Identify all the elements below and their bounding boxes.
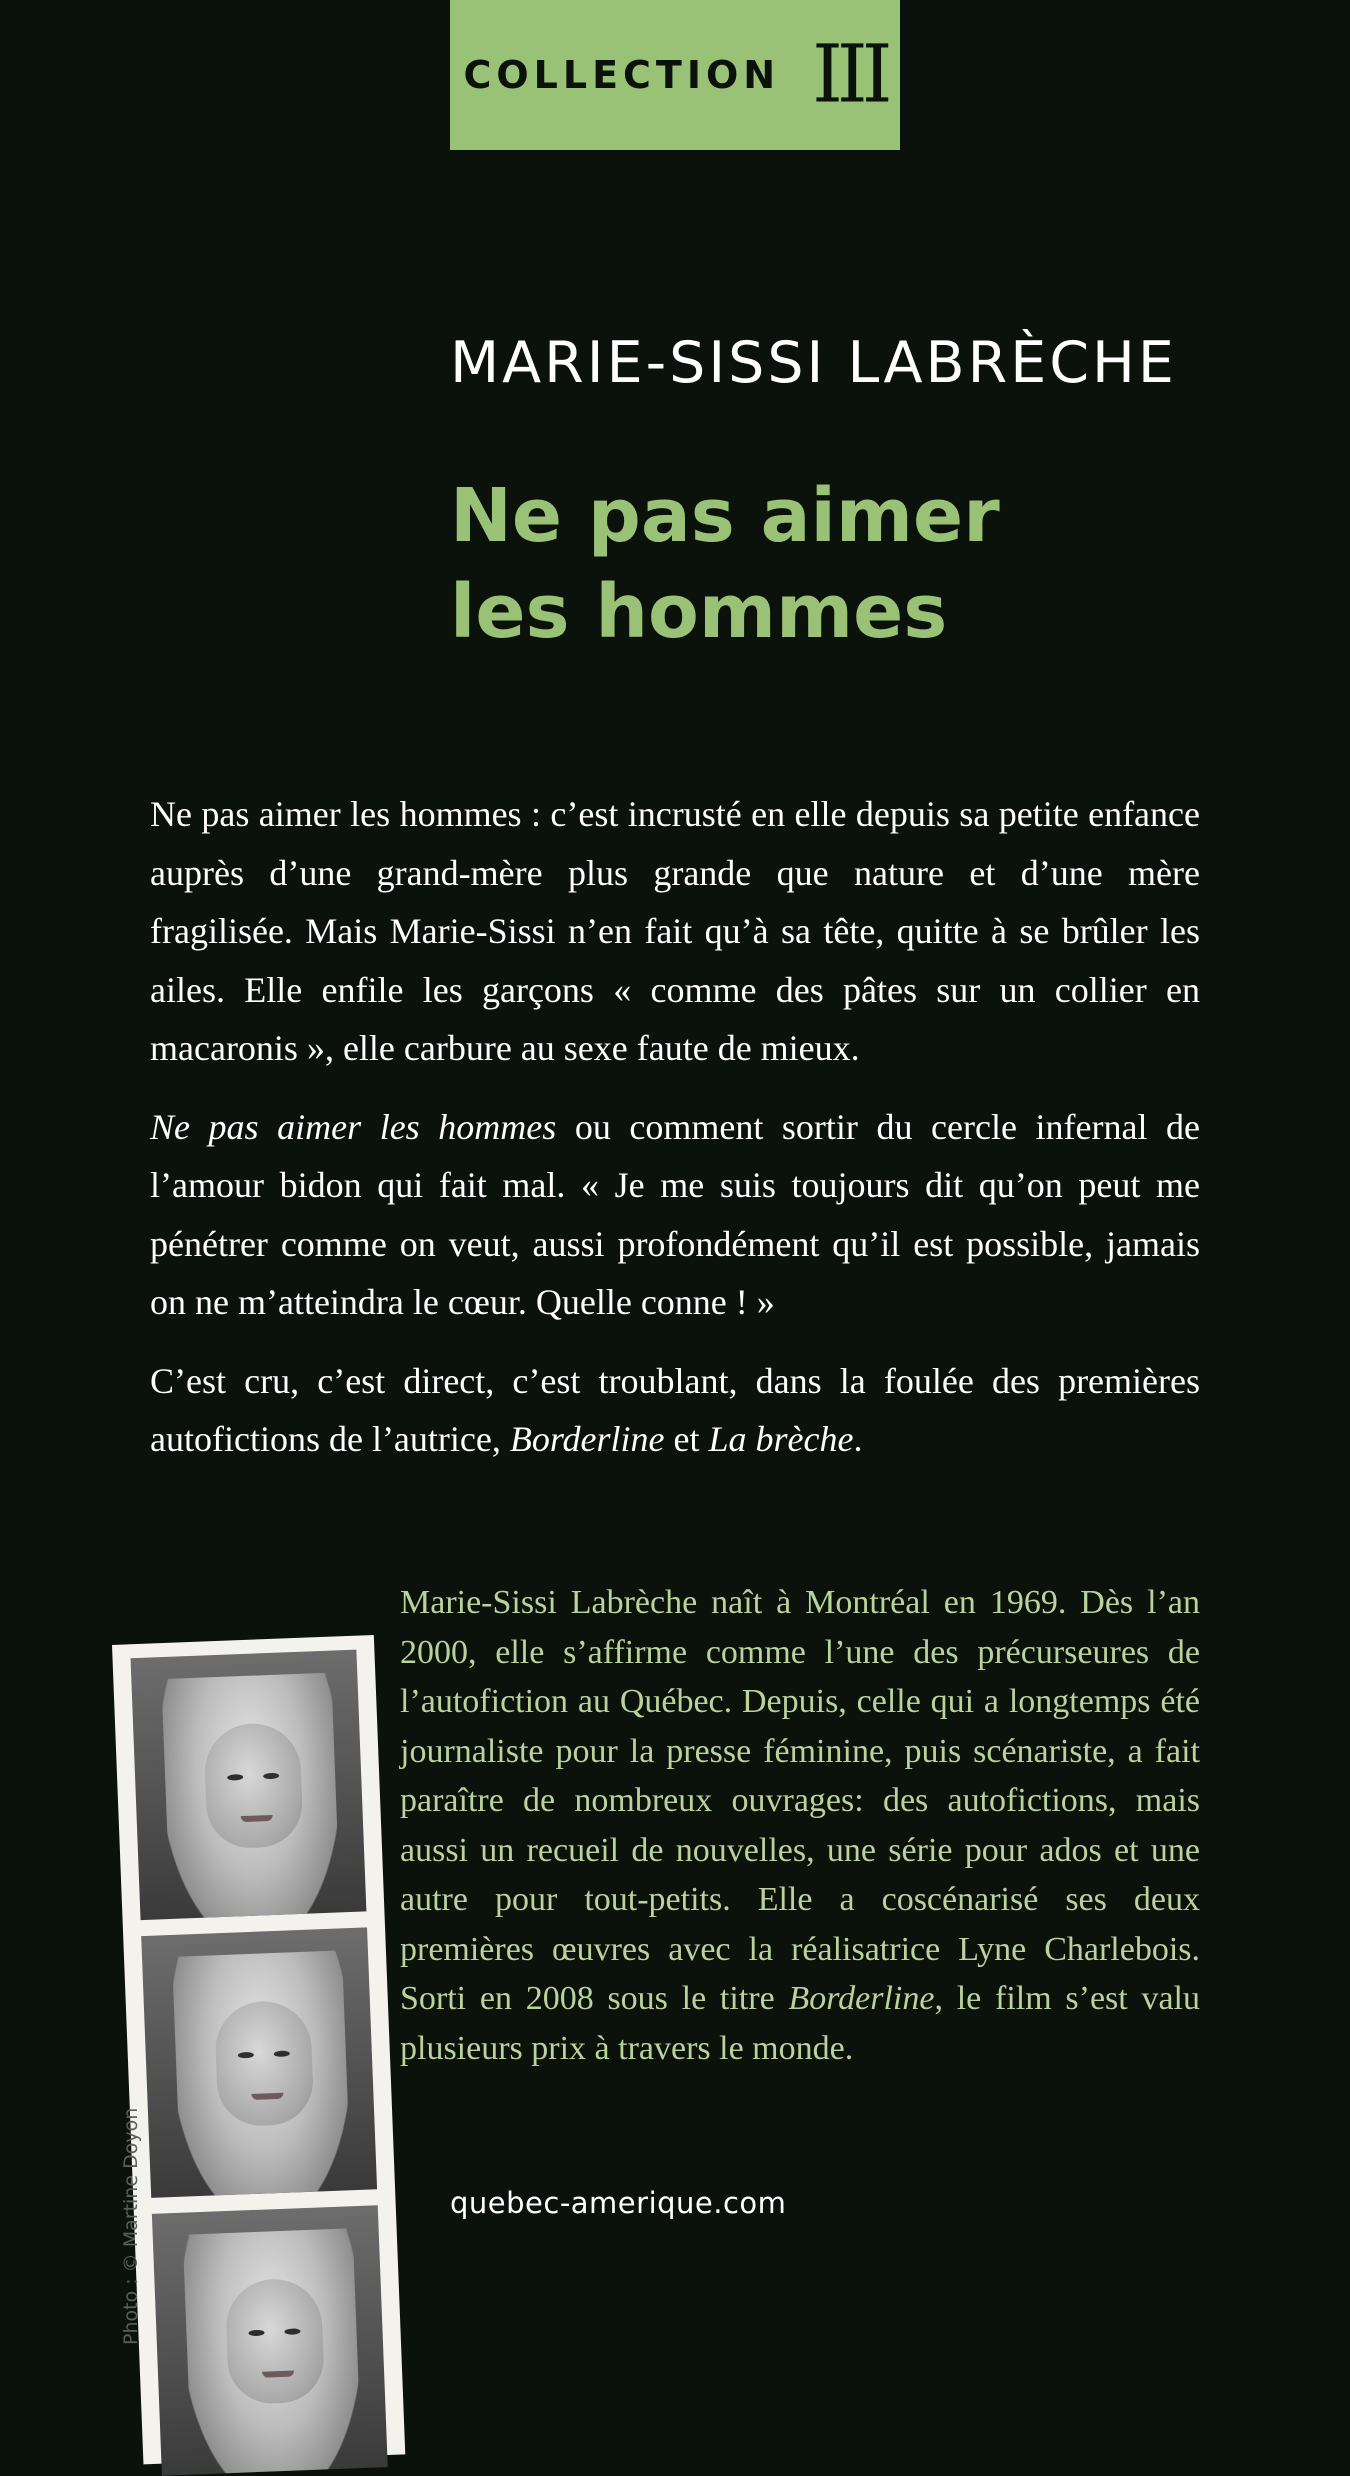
photo-credit: Photo : © Martine Doyon	[120, 2107, 142, 2345]
blurb-italic-la-breche: La brèche	[708, 1419, 854, 1459]
author-name: MARIE-SISSI LABRÈCHE	[450, 330, 1177, 396]
author-photo-3	[152, 2205, 388, 2475]
author-photo-strip	[112, 1635, 405, 2464]
author-photo-2	[141, 1927, 377, 2197]
collection-numeral: III	[812, 29, 887, 121]
blurb-title-italic: Ne pas aimer les hommes	[150, 1106, 557, 1147]
bio-text: Marie-Sissi Labrèche naît à Montréal en 1969. Dès l’an 2000, elle s’affirme comme l’une des précurseures de l’autofiction au Québec. Depuis, celle qui a longtemps été journaliste pour la presse féminine, puis scénariste, a fait paraître de nombreux ouvrages: des autofictions, mais aussi un recueil de nouvelles, une série pour ados et une autre pour tout-petits. Elle a coscénarisé ses deux premières œuvres avec la réalisatrice Lyne Charlebois. Sorti en 2008 sous le titre	[400, 1584, 1200, 2017]
book-title-line-1: Ne pas aimer	[450, 473, 1000, 559]
blurb-paragraph-2-text: ou comment sortir du cercle infernal de l’amour bidon qui fait mal. « Je me suis toujours dit qu’on peut me pénétrer comme on veut, aussi profondément qu’il est possible, jamais on ne m’atteindra le cœur. Quelle conne ! »	[150, 1106, 1201, 1322]
blurb-paragraph-1: Ne pas aimer les hommes : c’est incrusté en elle depuis sa petite enfance auprès d’une grand-mère plus grande que nature et d’une mère fragilisée. Mais Marie-Sissi n’en fait qu’à sa tête, quitte à se brûler les ailes. Elle enfile les garçons « comme des pâtes sur un collier en macaronis », elle carbure au sexe faute de mieux.	[150, 794, 1200, 1068]
author-photo-1	[131, 1650, 367, 1920]
bio-text-end: , le film s’est valu plusieurs prix à travers le monde.	[400, 1980, 1200, 2067]
collection-banner	[450, 0, 900, 150]
blurb-paragraph-3	[150, 1352, 1200, 1469]
publisher-website: quebec-amerique.com	[450, 2186, 787, 2220]
bio-italic-borderline: Borderline	[788, 1980, 935, 2017]
back-cover-blurb	[150, 785, 1200, 1489]
author-biography	[400, 1578, 1200, 2073]
book-title-line-2: les hommes	[450, 569, 948, 655]
collection-label: COLLECTION	[463, 53, 781, 97]
blurb-italic-borderline: Borderline	[509, 1419, 665, 1459]
blurb-paragraph-3-mid: et	[664, 1419, 709, 1459]
book-title	[450, 468, 1210, 660]
blurb-paragraph-2	[150, 1098, 1200, 1332]
blurb-paragraph-3-end: .	[853, 1419, 863, 1459]
blurb-paragraph-3-start: C’est cru, c’est direct, c’est troublant, dans la foulée des premières autofictions de l’autrice,	[150, 1360, 1200, 1459]
